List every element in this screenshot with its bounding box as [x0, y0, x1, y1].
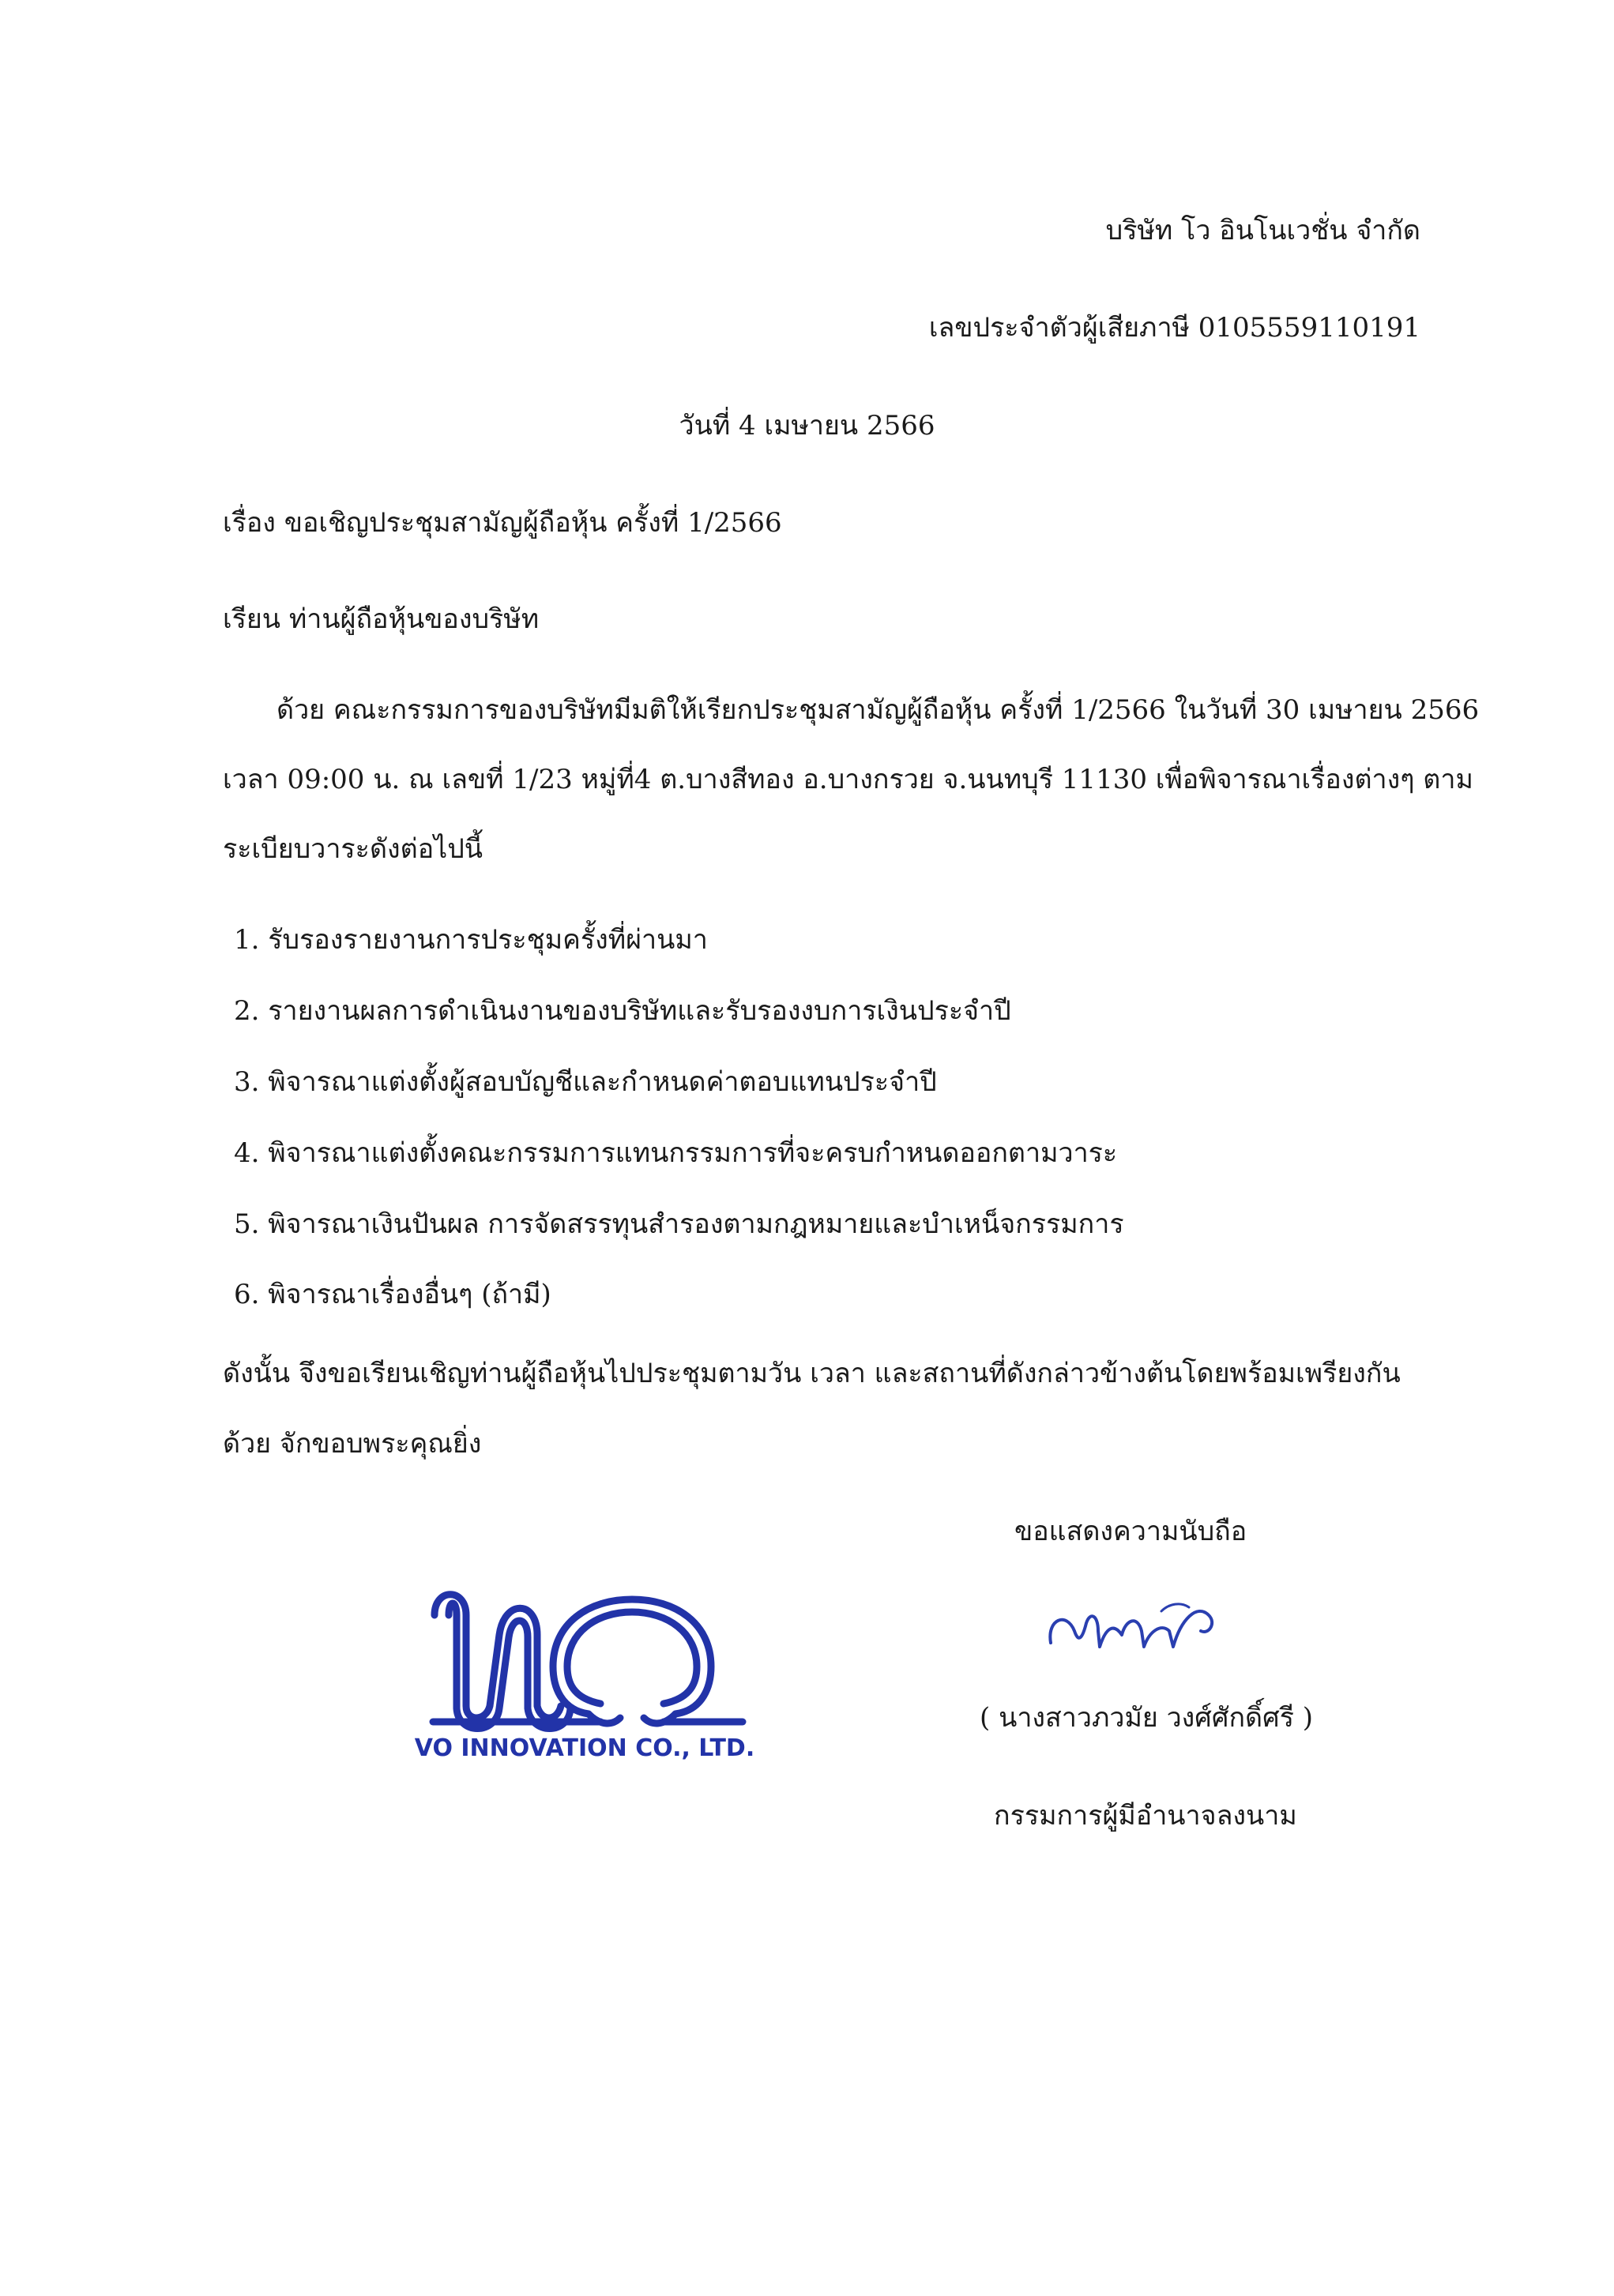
body-line: ด้วย คณะกรรมการของบริษัทมีมติให้เรียกประชุมสามัญผู้ถือหุ้น ครั้งที่ 1/2566 ในวันที่ 30 เมษายน 2566 [277, 694, 1480, 726]
letter-salutation: เรียน ท่านผู้ถือหุ้นของบริษัท [223, 603, 540, 635]
closing-line: ด้วย จักขอบพระคุณยิ่ง [223, 1428, 482, 1460]
letter-date: วันที่ 4 เมษายน 2566 [679, 410, 935, 442]
signature [1043, 1588, 1232, 1659]
agenda-item: 4. พิจารณาแต่งตั้งคณะกรรมการแทนกรรมการที่จะครบกำหนดออกตามวาระ [234, 1137, 1118, 1169]
tax-id: เลขประจำตัวผู้เสียภาษี 0105559110191 [928, 312, 1420, 344]
signer-title: กรรมการผู้มีอำนาจลงนาม [994, 1800, 1297, 1832]
agenda-item: 6. พิจารณาเรื่องอื่นๆ (ถ้ามี) [234, 1279, 551, 1310]
company-seal-logo [411, 1568, 758, 1765]
body-line: เวลา 09:00 น. ณ เลขที่ 1/23 หมู่ที่4 ต.บางสีทอง อ.บางกรวย จ.นนทบุรี 11130 เพื่อพิจารณาเรื่องต่างๆ ตาม [223, 764, 1473, 795]
company-name: บริษัท โว อินโนเวชั่น จำกัด [1105, 215, 1420, 246]
agenda-item: 3. พิจารณาแต่งตั้งผู้สอบบัญชีและกำหนดค่าตอบแทนประจำปี [234, 1066, 937, 1098]
regards: ขอแสดงความนับถือ [1014, 1516, 1247, 1547]
agenda-item: 1. รับรองรายงานการประชุมครั้งที่ผ่านมา [234, 924, 708, 956]
signer-name: ( นางสาวภวมัย วงศ์ศักดิ์ศรี ) [980, 1702, 1314, 1734]
body-line: ระเบียบวาระดังต่อไปนี้ [223, 833, 483, 865]
letter-subject: เรื่อง ขอเชิญประชุมสามัญผู้ถือหุ้น ครั้งที่ 1/2566 [223, 507, 782, 539]
agenda-item: 2. รายงานผลการดำเนินงานของบริษัทและรับรองงบการเงินประจำปี [234, 995, 1011, 1027]
agenda-item: 5. พิจารณาเงินปันผล การจัดสรรทุนสำรองตามกฎหมายและบำเหน็จกรรมการ [234, 1208, 1124, 1240]
closing-line: ดังนั้น จึงขอเรียนเชิญท่านผู้ถือหุ้นไปประชุมตามวัน เวลา และสถานที่ดังกล่าวข้างต้นโดยพร้อมเพรียงกัน [223, 1358, 1401, 1389]
seal-text: VO INNOVATION CO., LTD. [414, 1734, 755, 1762]
